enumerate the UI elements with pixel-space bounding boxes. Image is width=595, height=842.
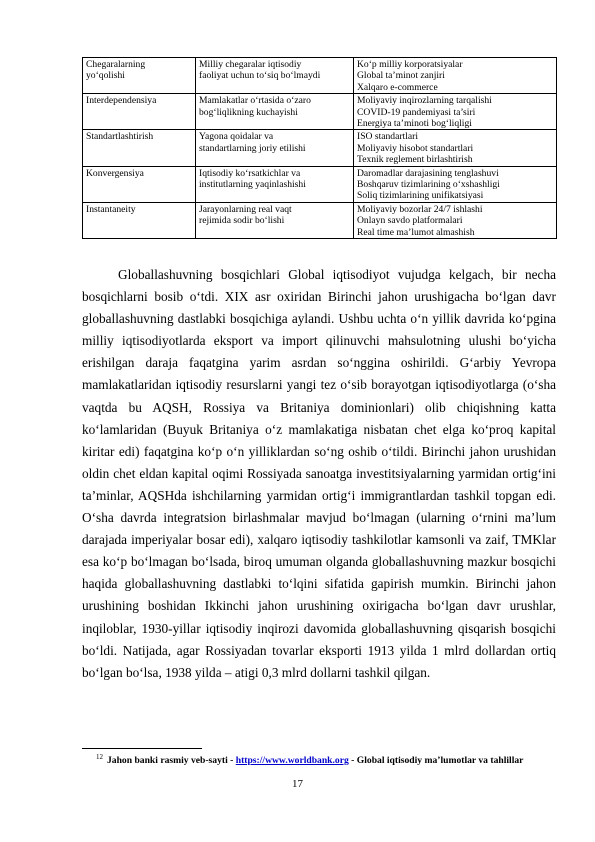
table-row <box>83 94 557 130</box>
table-cell-c3 <box>354 94 557 130</box>
cell-line: Instantaneity <box>86 203 136 215</box>
page-number: 17 <box>292 778 303 790</box>
footnote-suffix: - Global iqtisodiy ma’lumotlar va tahlillar <box>351 755 524 767</box>
table-row <box>83 58 557 94</box>
table-cell-c2 <box>196 130 354 166</box>
footnote-link[interactable]: https://www.worldbank.org <box>235 755 349 767</box>
table-cell-c2 <box>196 166 354 202</box>
cell-line: institutlarning yaqinlashishi <box>199 179 306 191</box>
table-row <box>83 202 557 238</box>
cell-line: bog‘liqlikning kuchayishi <box>199 106 298 118</box>
table-cell-c2 <box>196 94 354 130</box>
body-text-block <box>82 264 556 684</box>
cell-line: Yagona qoidalar va <box>199 131 274 143</box>
cell-line: faoliyat uchun to‘siq bo‘lmaydi <box>199 70 321 82</box>
table-row <box>83 166 557 202</box>
cell-line: rejimida sodir bo‘lishi <box>199 215 285 227</box>
table-cell-c1 <box>83 202 196 238</box>
footnote-mark: 12 <box>96 753 103 761</box>
cell-line: Ko‘p milliy korporatsiyalar <box>357 59 463 70</box>
cell-line: Xalqaro e-commerce <box>357 81 438 93</box>
table-cell-c3 <box>354 166 557 202</box>
table-row <box>83 130 557 166</box>
cell-line: Interdependensiya <box>86 95 157 107</box>
cell-line: Energiya ta’minoti bog‘liqligi <box>357 118 472 130</box>
table-cell-c1 <box>83 94 196 130</box>
footnote <box>82 752 556 767</box>
cell-line: standartlarning joriy etilishi <box>199 142 306 154</box>
cell-line: Daromadlar darajasining tenglashuvi <box>357 167 499 179</box>
table-cell-c2 <box>196 202 354 238</box>
table-cell-c3 <box>354 58 557 94</box>
cell-line: ISO standartlari <box>357 131 419 143</box>
cell-line: Jarayonlarning real vaqt <box>199 203 292 215</box>
cell-line: Chegaralarning <box>86 59 146 70</box>
footnote-prefix: Jahon banki rasmiy veb-sayti - <box>107 755 234 767</box>
cell-line: Milliy chegaralar iqtisodiy <box>199 59 302 70</box>
table-cell-c1 <box>83 130 196 166</box>
cell-line: Soliq tizimlarining unifikatsiyasi <box>357 190 484 202</box>
cell-line: Konvergensiya <box>86 167 144 179</box>
cell-line: Texnik reglement birlashtirish <box>357 154 473 166</box>
cell-line: Standartlashtirish <box>86 131 154 143</box>
table-cell-c1 <box>83 166 196 202</box>
cell-line: COVID-19 pandemiyasi ta’siri <box>357 106 476 118</box>
table-cell-c2 <box>196 58 354 94</box>
table-cell-c3 <box>354 130 557 166</box>
cell-line: yo‘qolishi <box>86 70 125 82</box>
cell-line: Iqtisodiy ko‘rsatkichlar va <box>199 167 301 179</box>
table-cell-c3 <box>354 202 557 238</box>
cell-line: Onlayn savdo platformalari <box>357 215 463 227</box>
table-cell-c1 <box>83 58 196 94</box>
cell-line: Mamlakatlar o‘rtasida o‘zaro <box>199 95 311 107</box>
cell-line: Boshqaruv tizimlarining o‘xshashligi <box>357 179 500 191</box>
cell-line: Real time ma’lumot almashish <box>357 226 475 238</box>
body-paragraph: Globallashuvning bosqichlari Global iqtisodiyot vujudga kelgach, bir necha bosqichlarni bosib o‘tdi. XIX asr oxiridan Birinchi jahon urushigacha bo‘lgan davr globallashuvning dastlabki bosqichiga aylandi. Ushbu uchta o‘n yillik davrida ko‘pgina milliy iqtisodiyotlarda eksport va import qilinuvchi mahsulotning ulushi bo‘yicha erishilgan daraja faqatgina yarim asrdan so‘nggina oshirildi. G‘arbiy Yevropa mamlakatlaridan iqtisodiy resurslarni yangi tez o‘sib borayotgan iqtisodiyotlarga (o‘sha vaqtda bu AQSH, Rossiya va Britaniya dominionlari) olib chiqishning katta ko‘lamlaridan (Buyuk Britaniya o‘z mamlakatiga nisbatan chet elga ko‘proq kapital kiritar edi) faqatgina ko‘p o‘n yilliklardan so‘ng oshib o‘tildi. Birinchi jahon urushidan oldin chet eldan kapital oqimi Rossiyada sanoatga investitsiyalarning yarmidan ortig‘ini ta’minlar, AQSHda ishchilarning yarmidan ortig‘i immigrantlardan tashkil topgan edi. O‘sha davrda integratsion birlashmalar mavjud bo‘lmagan (ularning o‘rnini ma’lum darajada imperiyalar bosar edi), xalqaro iqtisodiy tashkilotlar kamsonli va zaif, TMKlar esa ko‘p bo‘lmagan bo‘lsada, biroq umuman olganda globallashuvning mazkur bosqichi haqida globallashuvning dastlabki to‘lqini sifatida gapirish mumkin. Birinchi jahon urushining boshidan Ikkinchi jahon urushining oxirigacha bo‘lgan davr urushlar, inqiloblar, 1930-yillar iqtisodiy inqirozi davomida globallashuvning qisqarish bosqichi bo‘ldi. Natijada, agar Rossiyadan tovarlar eksporti 1913 yilda 1 mlrd dollardan ortiq bo‘lgan bo‘lsa, 1938 yilda – atigi 0,3 mlrd dollarni tashkil qilgan. <box>82 267 556 680</box>
cell-line: Global ta’minot zanjiri <box>357 70 445 82</box>
cell-line: Moliyaviy inqirozlarning tarqalishi <box>357 95 492 107</box>
cell-line: Moliyaviy bozorlar 24/7 ishlashi <box>357 203 483 215</box>
cell-line: Moliyaviy hisobot standartlari <box>357 142 474 154</box>
footnote-separator <box>82 748 202 749</box>
globalization-features-table <box>82 57 557 239</box>
table-body <box>83 58 557 239</box>
